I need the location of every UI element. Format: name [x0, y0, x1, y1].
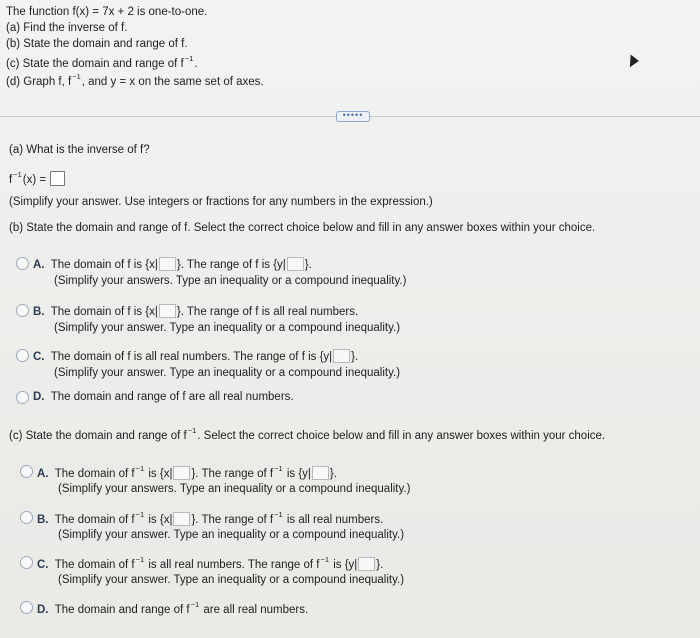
part-c-option-b[interactable]: B. The domain of $f^{-1}$ is {x| }. The range of $f^{-1}$ is all real numbers.: [37, 510, 384, 526]
expand-button[interactable]: •••••: [336, 111, 370, 122]
part-b-option-a-hint: (Simplify your answers. Type an inequality or a compound inequality.): [54, 275, 407, 287]
part-c-option-c-hint: (Simplify your answer. Type an inequality or a compound inequality.): [58, 574, 405, 586]
part-b-option-a[interactable]: A. The domain of f is {x| }. The range of f is {y| }.: [33, 259, 312, 271]
inverse-answer-box[interactable]: [50, 171, 65, 186]
part-c-a-domain-box[interactable]: [173, 466, 190, 480]
mouse-cursor-icon: [624, 53, 639, 68]
part-b-option-b-hint: (Simplify your answer. Type an inequality or a compound inequality.): [54, 322, 401, 334]
problem-line-4: (c) State the domain and range of $f^{-1}$.: [6, 54, 198, 70]
part-a-hint: (Simplify your answer. Use integers or fractions for any numbers in the expression.): [9, 196, 433, 208]
part-b-option-c[interactable]: C. The domain of f is all real numbers. The range of f is {y| }.: [33, 351, 359, 363]
problem-line-1: The function f(x) = 7x + 2 is one-to-one.: [6, 6, 208, 18]
part-b-option-a-radio[interactable]: [16, 257, 29, 270]
part-b-a-range-box[interactable]: [287, 257, 304, 271]
part-c-option-b-radio[interactable]: [20, 511, 33, 524]
part-c-b-domain-box[interactable]: [173, 512, 190, 526]
part-b-option-c-radio[interactable]: [16, 349, 29, 362]
part-b-option-c-hint: (Simplify your answer. Type an inequality or a compound inequality.): [54, 367, 401, 379]
part-b-option-b[interactable]: B. The domain of f is {x| }. The range of f is all real numbers.: [33, 306, 359, 318]
part-b-c-range-box[interactable]: [333, 349, 350, 363]
part-b-option-d[interactable]: D. The domain and range of f are all real numbers.: [33, 391, 294, 403]
part-c-option-c[interactable]: C. The domain of $f^{-1}$ is all real numbers. The range of $f^{-1}$ is {y| }.: [37, 555, 384, 571]
problem-line-2: (a) Find the inverse of f.: [6, 22, 128, 34]
part-c-option-b-hint: (Simplify your answer. Type an inequality or a compound inequality.): [58, 529, 405, 541]
part-a-question: (a) What is the inverse of f?: [9, 144, 150, 156]
part-a-answer-row: $f^{-1}(x)$ =: [9, 171, 66, 186]
part-c-option-d[interactable]: D. The domain and range of $f^{-1}$ are all real numbers.: [37, 600, 309, 616]
part-c-option-c-radio[interactable]: [20, 556, 33, 569]
part-c-question: (c) State the domain and range of $f^{-1}$. Select the correct choice below and fill in any answer boxes within your choice.: [9, 426, 606, 442]
part-b-option-b-radio[interactable]: [16, 304, 29, 317]
part-c-option-a-radio[interactable]: [20, 465, 33, 478]
part-c-option-d-radio[interactable]: [20, 601, 33, 614]
part-b-option-d-radio[interactable]: [16, 391, 29, 404]
part-b-b-domain-box[interactable]: [159, 304, 176, 318]
part-b-question: (b) State the domain and range of f. Select the correct choice below and fill in any answer boxes within your choice.: [9, 222, 596, 234]
part-c-a-range-box[interactable]: [312, 466, 329, 480]
problem-line-3: (b) State the domain and range of f.: [6, 38, 188, 50]
problem-line-5: (d) Graph f, $f^{-1}$, and y = x on the same set of axes.: [6, 72, 264, 88]
part-c-option-a-hint: (Simplify your answers. Type an inequality or a compound inequality.): [58, 483, 411, 495]
part-b-a-domain-box[interactable]: [159, 257, 176, 271]
part-c-c-range-box[interactable]: [358, 557, 375, 571]
part-c-option-a[interactable]: A. The domain of $f^{-1}$ is {x| }. The range of $f^{-1}$ is {y| }.: [37, 464, 337, 480]
